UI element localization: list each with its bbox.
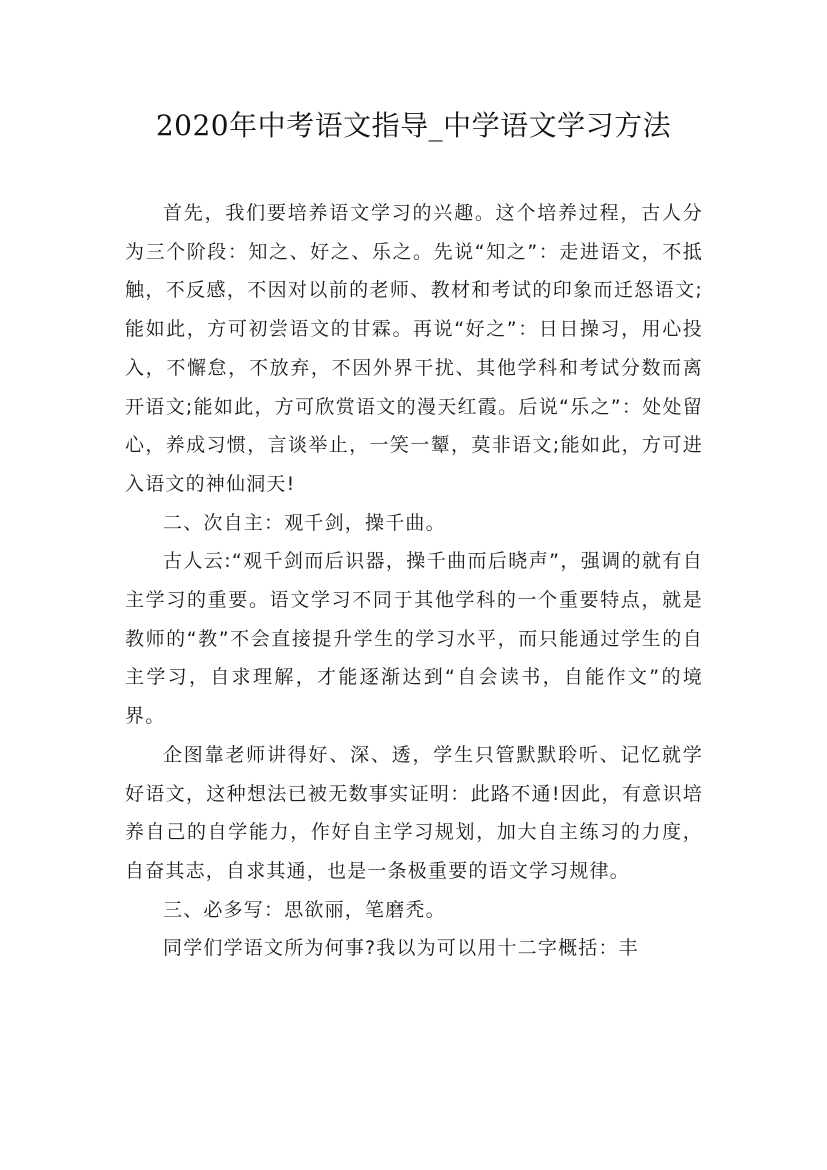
section-heading-writing: 三、必多写：思欲丽，笔磨秃。 xyxy=(163,898,446,921)
paragraph-writing: 同学们学语文所为何事?我以为可以用十二字概括：丰 xyxy=(163,937,639,960)
document-body xyxy=(125,194,703,968)
paragraph-self-study: 企图靠老师讲得好、深、透，学生只管默默聆听、记忆就学好语文，这种想法已被无数事实证明：此路不通!因此，有意识培养自己的自学能力，作好自主学习规划，加大自主练习的力度，自奋其志，自求其通，也是一条极重要的语文学习规律。 xyxy=(125,743,703,882)
paragraph-autonomy: 古人云:“观千剑而后识器，操千曲而后晓声”，强调的就有自主学习的重要。语文学习不同于其他学科的一个重要特点，就是教师的“教”不会直接提升学生的学习水平，而只能通过学生的自主学习，自求理解，才能逐渐达到“自会读书，自能作文”的境界。 xyxy=(125,550,703,728)
section-heading-autonomy: 二、次自主：观千剑，操千曲。 xyxy=(163,511,446,534)
paragraph-interest: 首先，我们要培养语文学习的兴趣。这个培养过程，古人分为三个阶段：知之、好之、乐之。先说“知之”：走进语文，不抵触，不反感，不因对以前的老师、教材和考试的印象而迁怒语文;能如此，方可初尝语文的甘霖。再说“好之”：日日操习，用心投入，不懈怠，不放弃，不因外界干扰、其他学科和考试分数而离开语文;能如此，方可欣赏语文的漫天红霞。后说“乐之”：处处留心，养成习惯，言谈举止，一笑一颦，莫非语文;能如此，方可进入语文的神仙洞天! xyxy=(125,202,703,495)
document-title: 2020年中考语文指导_中学语文学习方法 xyxy=(155,109,672,142)
